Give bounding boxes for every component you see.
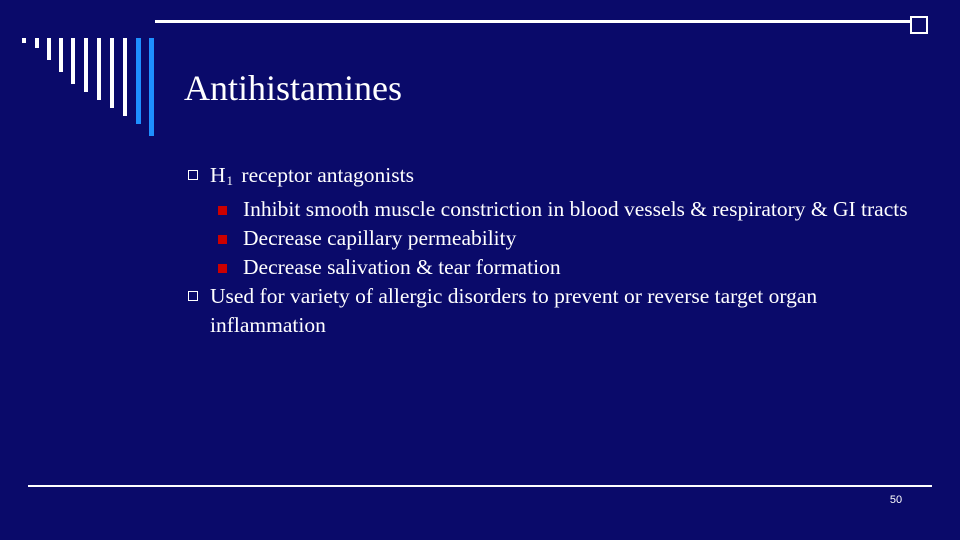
corner-square [910,16,928,34]
decorative-bar [149,38,154,136]
top-rule [155,20,927,23]
sub-bullet-capillary [188,224,908,253]
red-square-bullet-icon [218,264,227,273]
sub-bullet-text: Decrease salivation & tear formation [243,255,561,279]
decorative-bar [71,38,75,84]
red-square-bullet-icon [218,206,227,215]
decorative-bars [0,0,160,140]
sub-bullet-smooth-muscle [188,195,908,224]
decorative-bar [136,38,141,124]
page-number: 50 [889,494,903,506]
bottom-rule [28,485,932,487]
bullet-h1-prefix: H [210,163,226,187]
decorative-bar [22,38,26,43]
bullet-text: Used for variety of allergic disorders to prevent or reverse target organ inflammation [210,284,818,337]
bullet-h1-receptor [188,161,908,195]
hollow-square-bullet-icon [188,170,198,180]
slide-body [188,161,908,340]
slide-title: Antihistamines [184,68,402,108]
decorative-bar [84,38,88,92]
decorative-bar [123,38,127,116]
decorative-bar [47,38,51,60]
decorative-bar [59,38,63,72]
sub-bullet-text: Decrease capillary permeability [243,226,517,250]
bullet-allergic-disorders [188,282,908,340]
sub-bullet-text: Inhibit smooth muscle constriction in blood vessels & respiratory & GI tracts [243,197,908,221]
bullet-h1-suffix: receptor antagonists [236,163,414,187]
decorative-bar [97,38,101,100]
decorative-bar [35,38,39,48]
bullet-h1-subscript: 1 [226,173,234,188]
hollow-square-bullet-icon [188,291,198,301]
red-square-bullet-icon [218,235,227,244]
decorative-bar [110,38,114,108]
sub-bullet-salivation [188,253,908,282]
